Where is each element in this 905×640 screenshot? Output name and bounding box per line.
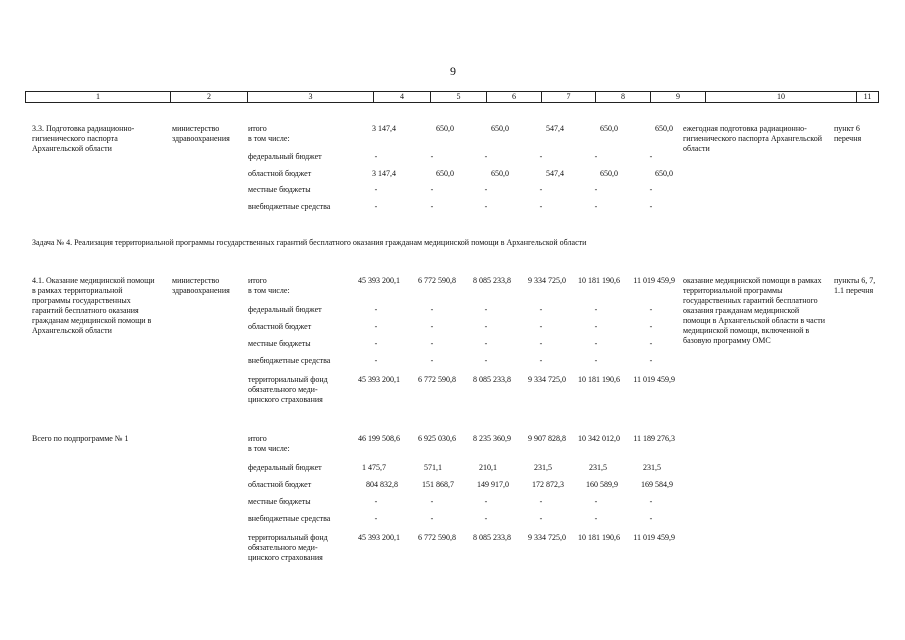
total-federal-col7: 231,5 [534,463,552,472]
total-local-col5: - [430,497,434,506]
column-number-8: 8 [595,92,650,102]
total-regional-col5: 151 868,7 [422,480,454,489]
total-regional-col7: 172 872,3 [532,480,564,489]
total-source-local: местные бюджеты [248,497,311,506]
total-tfoms-col7: 9 334 725,0 [528,533,566,542]
section-3-3-total-col7: 547,4 [546,124,564,133]
section-4-1-offbudget-col6: - [484,356,488,365]
total-source-federal: федеральный бюджет [248,463,322,472]
section-3-3-total-col5: 650,0 [436,124,454,133]
section-3-3-offbudget-col9: - [649,202,653,211]
section-3-3-local-col9: - [649,185,653,194]
section-4-1-executor: министерство здравоохранения [172,276,230,295]
total-total-col6: 8 235 360,9 [473,434,511,443]
section-3-3-local-col4: - [374,185,378,194]
section-4-1-federal-col5: - [430,305,434,314]
section-4-1-tfoms-col5: 6 772 590,8 [418,375,456,384]
section-3-3-regional-col7: 547,4 [546,169,564,178]
section-4-1-offbudget-col4: - [374,356,378,365]
total-source-tfoms: территориальный фонд обязательного меди-цинского страхования [248,533,328,562]
total-federal-col5: 571,1 [424,463,442,472]
section-3-3-executor: министерство здравоохранения [172,124,230,143]
section-4-1-tfoms-col9: 11 019 459,9 [633,375,675,384]
total-local-col6: - [484,497,488,506]
section-4-1-regional-col5: - [430,322,434,331]
section-3-3-federal-col4: - [374,152,378,161]
total-offbudget-col7: - [539,514,543,523]
total-total-col4: 46 199 508,6 [358,434,400,443]
section-3-3-total-col8: 650,0 [600,124,618,133]
section-4-1-source-federal: федеральный бюджет [248,305,322,314]
section-4-1-tfoms-col6: 8 085 233,8 [473,375,511,384]
total-offbudget-col6: - [484,514,488,523]
section-4-1-federal-col9: - [649,305,653,314]
section-3-3-result: ежегодная подготовка радиационно-гигиенического паспорта Архангельской области [683,124,823,153]
section-4-1-total-col6: 8 085 233,8 [473,276,511,285]
page-number: 9 [450,64,456,78]
section-3-3-federal-col8: - [594,152,598,161]
section-4-1-total-col9: 11 019 459,9 [633,276,675,285]
section-3-3-local-col6: - [484,185,488,194]
section-4-1-source-local: местные бюджеты [248,339,311,348]
total-total-col9: 11 189 276,3 [633,434,675,443]
section-4-1-federal-col8: - [594,305,598,314]
section-3-3-local-col7: - [539,185,543,194]
section-4-1-federal-col7: - [539,305,543,314]
section-3-3-federal-col9: - [649,152,653,161]
total-offbudget-col4: - [374,514,378,523]
section-4-1-tfoms-col4: 45 393 200,1 [358,375,400,384]
total-total-col7: 9 907 828,8 [528,434,566,443]
total-source-regional: областной бюджет [248,480,312,489]
section-4-1-regional-col7: - [539,322,543,331]
total-local-col9: - [649,497,653,506]
total-subprogram-1-name: Всего по подпрограмме № 1 [32,434,129,443]
section-4-1-source-tfoms: территориальный фонд обязательного меди-цинского страхования [248,375,328,404]
total-regional-col8: 160 589,9 [586,480,618,489]
total-offbudget-col9: - [649,514,653,523]
section-4-1-source-offbudget: внебюджетные средства [248,356,331,365]
section-4-1-offbudget-col7: - [539,356,543,365]
total-federal-col6: 210,1 [479,463,497,472]
section-3-3-regional-col9: 650,0 [655,169,673,178]
section-4-1-reference: пункты 6, 7, 1.1 перечня [834,276,876,295]
total-federal-col4: 1 475,7 [362,463,386,472]
total-federal-col9: 231,5 [643,463,661,472]
section-4-1-total-col4: 45 393 200,1 [358,276,400,285]
section-4-1-offbudget-col8: - [594,356,598,365]
column-number-3: 3 [247,92,373,102]
section-3-3-source-federal: федеральный бюджет [248,152,322,161]
column-number-9: 9 [650,92,705,102]
section-3-3-local-col5: - [430,185,434,194]
section-4-1-regional-col6: - [484,322,488,331]
table-header-row [25,91,879,103]
section-3-3-total-col6: 650,0 [491,124,509,133]
section-3-3-regional-col4: 3 147,4 [372,169,396,178]
section-3-3-regional-col8: 650,0 [600,169,618,178]
column-number-1: 1 [96,92,100,101]
section-3-3-regional-col6: 650,0 [491,169,509,178]
section-3-3-regional-col5: 650,0 [436,169,454,178]
section-3-3-offbudget-col7: - [539,202,543,211]
section-3-3-offbudget-col8: - [594,202,598,211]
section-4-1-regional-col8: - [594,322,598,331]
section-3-3-federal-col6: - [484,152,488,161]
section-4-1-total-col7: 9 334 725,0 [528,276,566,285]
section-4-1-tfoms-col7: 9 334 725,0 [528,375,566,384]
section-3-3-reference: пункт 6 перечня [834,124,862,143]
column-number-5: 5 [430,92,486,102]
column-number-11: 11 [856,92,878,102]
section-3-3-offbudget-col5: - [430,202,434,211]
total-offbudget-col8: - [594,514,598,523]
section-3-3-total-col9: 650,0 [655,124,673,133]
section-3-3-federal-col5: - [430,152,434,161]
section-4-1-source-regional: областной бюджет [248,322,312,331]
total-total-col5: 6 925 030,6 [418,434,456,443]
section-4-1-offbudget-col5: - [430,356,434,365]
total-tfoms-col6: 8 085 233,8 [473,533,511,542]
section-3-3-name: 3.3. Подготовка радиационно-гигиенического паспорта Архангельской области [32,124,135,153]
total-tfoms-col8: 10 181 190,6 [578,533,620,542]
total-total-col8: 10 342 012,0 [578,434,620,443]
total-regional-col9: 169 584,9 [641,480,673,489]
section-3-3-source-total: итого в том числе: [248,124,290,143]
section-4-1-name: 4.1. Оказание медицинской помощи в рамках территориальной программы государственных гарантий бесплатного оказания гражданам медицинской помощи в Архангельской области [32,276,155,335]
section-4-1-local-col4: - [374,339,378,348]
section-3-3-offbudget-col6: - [484,202,488,211]
section-4-1-total-col8: 10 181 190,6 [578,276,620,285]
total-local-col8: - [594,497,598,506]
section-4-1-offbudget-col9: - [649,356,653,365]
section-3-3-source-offbudget: внебюджетные средства [248,202,331,211]
section-3-3-local-col8: - [594,185,598,194]
total-regional-col6: 149 917,0 [477,480,509,489]
column-number-2: 2 [170,92,247,102]
total-local-col7: - [539,497,543,506]
section-3-3-total-col4: 3 147,4 [372,124,396,133]
column-number-10: 10 [705,92,856,102]
section-4-1-local-col7: - [539,339,543,348]
section-4-1-regional-col4: - [374,322,378,331]
section-3-3-federal-col7: - [539,152,543,161]
section-4-1-result: оказание медицинской помощи в рамках территориальной программы государственных гарантий бесплатного оказания гражданам медицинской помощи в Архангельской области в части медицинской помощи, включенной в базовую программу ОМС [683,276,826,345]
section-4-1-source-total: итого в том числе: [248,276,290,295]
section-3-3-source-regional: областной бюджет [248,169,312,178]
total-local-col4: - [374,497,378,506]
section-4-1-local-col9: - [649,339,653,348]
total-source-total: итого в том числе: [248,434,290,453]
total-federal-col8: 231,5 [589,463,607,472]
section-4-1-local-col5: - [430,339,434,348]
total-tfoms-col4: 45 393 200,1 [358,533,400,542]
section-3-3-offbudget-col4: - [374,202,378,211]
section-4-1-federal-col4: - [374,305,378,314]
total-tfoms-col9: 11 019 459,9 [633,533,675,542]
section-4-1-local-col8: - [594,339,598,348]
section-4-1-total-col5: 6 772 590,8 [418,276,456,285]
total-source-offbudget: внебюджетные средства [248,514,331,523]
total-tfoms-col5: 6 772 590,8 [418,533,456,542]
column-number-7: 7 [541,92,595,102]
section-3-3-source-local: местные бюджеты [248,185,311,194]
column-number-6: 6 [486,92,541,102]
section-4-1-tfoms-col8: 10 181 190,6 [578,375,620,384]
total-offbudget-col5: - [430,514,434,523]
section-4-1-regional-col9: - [649,322,653,331]
task-4-title: Задача № 4. Реализация территориальной программы государственных гарантий бесплатного оказания гражданам медицинской помощи в Архангельской области [32,238,587,247]
column-number-4: 4 [373,92,430,102]
section-4-1-federal-col6: - [484,305,488,314]
total-regional-col4: 804 832,8 [366,480,398,489]
section-4-1-local-col6: - [484,339,488,348]
